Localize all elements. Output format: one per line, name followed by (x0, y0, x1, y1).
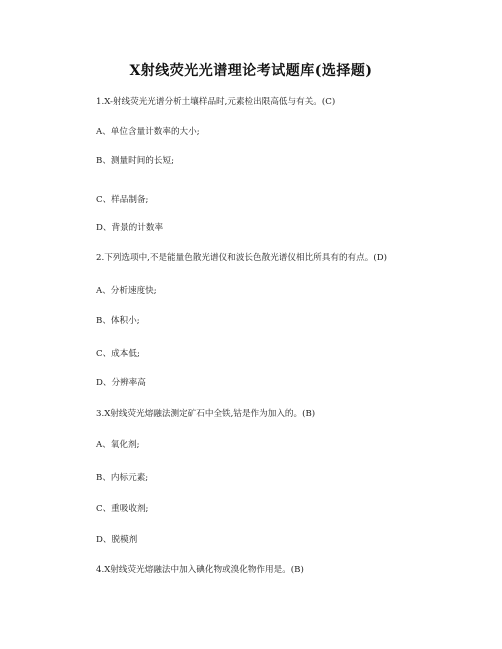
question-3-option-a: A、氧化剂; (96, 440, 140, 450)
question-3-stem: 3.X射线荧光熔融法测定矿石中全铁,钴是作为加入的。(B) (96, 409, 316, 419)
question-3-option-d: D、脱模剂 (96, 535, 138, 545)
question-4-stem: 4.X射线荧光熔融法中加入碘化物或溴化物作用是。(B) (96, 565, 304, 575)
question-1-stem: 1.X-射线荧光光谱分析土壤样品时,元素检出限高低与有关。(C) (96, 97, 336, 107)
question-1-option-c: C、样品制备; (96, 195, 149, 205)
question-1-option-b: B、测量时间的长短; (96, 156, 174, 166)
question-2-option-d: D、分辨率高 (96, 378, 146, 388)
question-2-option-b: B、体积小; (96, 316, 140, 326)
question-2-option-a: A、分析速度快; (96, 286, 157, 296)
question-2-stem: 2.下列选项中,不是能量色散光谱仪和波长色散光谱仪相比所具有的有点。(D) (96, 253, 387, 263)
question-3-option-c: C、重吸收剂; (96, 504, 149, 514)
question-1-option-a: A、单位含量计数率的大小; (96, 127, 200, 137)
question-2-option-c: C、成本低; (96, 349, 140, 359)
question-1-option-d: D、背景的计数率 (96, 223, 164, 233)
question-3-option-b: B、内标元素; (96, 473, 149, 483)
page-title: X射线荧光光谱理论考试题库(选择题) (129, 63, 373, 79)
